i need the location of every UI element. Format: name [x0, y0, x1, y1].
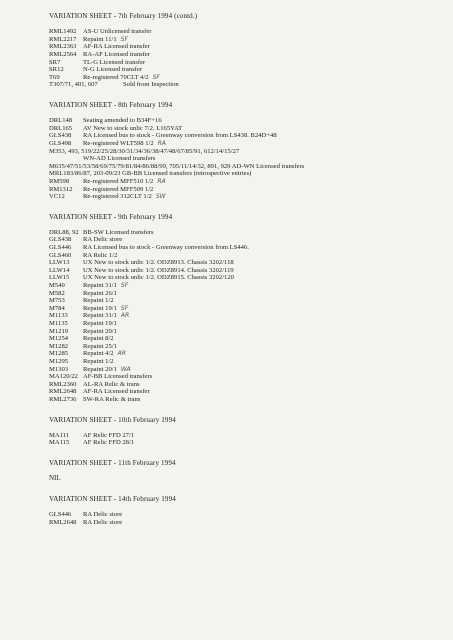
entry-desc: AF-RA Licensed transfer — [83, 43, 150, 51]
handwritten-note: SF — [152, 73, 160, 81]
entry-row — [49, 373, 443, 381]
entry-code: M1303 — [49, 365, 69, 373]
entry-desc: Re-registered MFF509 1/2 — [83, 185, 154, 193]
entry-code: GLS438 — [49, 132, 72, 140]
entry-desc: AF-RA Licensed transfer — [83, 388, 150, 396]
sheet-heading: VARIATION SHEET - 7th February 1994 (contd.) — [49, 12, 198, 20]
entry-row — [49, 320, 443, 328]
entry-desc: TL-G Licensed transfer — [83, 58, 146, 66]
entry-desc: AF-BB Licensed transfers — [83, 373, 153, 381]
entry-row — [49, 381, 443, 389]
entry-row — [49, 186, 443, 194]
variation-sheet-7-feb — [49, 12, 443, 89]
entry-desc — [83, 36, 128, 44]
entry-desc: MRL183/86/87, 203-09/23 GB-BB Licensed transfers (retrospective entries) — [49, 170, 252, 178]
entry-desc: UX New to stock unlic 1/2. ODZ8914. Chassis 3202/119 — [83, 266, 234, 274]
entry-row — [49, 51, 443, 59]
entry-code: RML2363 — [49, 43, 77, 51]
handwritten-note: SF — [120, 282, 129, 290]
entry-desc: RA-AF Licensed transfer — [83, 50, 151, 58]
entry-code: M1295 — [49, 357, 69, 365]
entry-row — [49, 439, 443, 447]
entry-row — [49, 511, 443, 519]
entry-code: MA120/22 — [49, 373, 78, 381]
entry-desc-text: Repaint 19/1 — [83, 304, 117, 312]
entry-desc: Repaint 8/2 — [83, 335, 114, 343]
entry-desc: AF Relic FFD 27/1 — [83, 431, 135, 439]
entry-code: M1219 — [49, 327, 69, 335]
entry-code: RM598 — [49, 177, 70, 185]
entry-desc: RA Licensed bus to stock - Greenway conversion from LS438. B24D+48 — [83, 132, 277, 140]
variation-sheet-11-feb — [49, 459, 443, 483]
entry-code: RML2564 — [49, 50, 77, 58]
entry-code: RML2648 — [49, 388, 77, 396]
entry-row — [49, 170, 443, 178]
entry-desc: AV New to stock unlic 7/2. L165YAT — [83, 124, 183, 132]
entry-desc: Repaint 26/1 — [83, 289, 117, 297]
entry-row — [49, 43, 443, 51]
entry-row — [49, 388, 443, 396]
entry-row — [49, 305, 443, 313]
entry-code: DRL148 — [49, 117, 73, 125]
entry-code: T69 — [49, 73, 60, 81]
entry-row — [49, 328, 443, 336]
entry-row — [49, 290, 443, 298]
entry-row — [49, 519, 443, 527]
entry-row — [49, 81, 443, 89]
entry-desc — [83, 74, 160, 82]
entry-code: M784 — [49, 304, 65, 312]
spacer — [49, 483, 443, 495]
sheet-heading: VARIATION SHEET - 14th February 1994 — [49, 494, 176, 503]
entry-code: MA111 — [49, 431, 70, 439]
sheet-heading: VARIATION SHEET - 11th February 1994 — [49, 458, 176, 467]
entry-desc-text: Repaint 31/1 — [83, 282, 117, 290]
entry-desc: RA Licensed bus to stock - Greenway conversion from LS446. — [83, 244, 249, 252]
entry-desc — [83, 312, 129, 320]
entry-code: GLS460 — [49, 251, 72, 259]
entry-code: LLW14 — [49, 266, 70, 274]
entry-row — [49, 312, 443, 320]
entry-code: SR7 — [49, 58, 61, 66]
entry-desc-text: Re-registered 70CLT 4/2 — [83, 73, 149, 81]
entry-row — [49, 125, 443, 133]
entry-desc: Repaint 19/1 — [83, 320, 117, 328]
entry-code: RML1492 — [49, 28, 77, 36]
entry-desc — [83, 366, 131, 374]
entry-row — [49, 343, 443, 351]
entry-code: GLS498 — [49, 139, 72, 147]
entry-row — [49, 358, 443, 366]
entry-row — [49, 229, 443, 237]
sheet-heading: VARIATION SHEET - 8th February 1994 — [49, 100, 173, 109]
entry-row — [49, 267, 443, 275]
entry-row — [49, 432, 443, 440]
entry-code: RML2217 — [49, 35, 77, 43]
entry-desc: UX New to stock unlic 1/2. ODZ8913. Chassis 3202/118 — [83, 259, 234, 267]
entry-row — [49, 282, 443, 290]
entry-row — [49, 252, 443, 260]
entry-row — [49, 297, 443, 305]
entry-desc-text: Repaint 11/1 — [83, 35, 117, 43]
entry-desc: N-G Licensed transfer — [83, 66, 142, 74]
sheet-heading: VARIATION SHEET - 9th February 1994 — [49, 212, 173, 221]
entry-row — [49, 259, 443, 267]
handwritten-note: SW — [155, 193, 166, 201]
entry-desc — [83, 305, 128, 313]
entry-row — [49, 28, 443, 36]
entry-desc: Repaint 25/1 — [83, 342, 117, 350]
entry-desc-text: Repaint 31/1 — [83, 312, 117, 320]
entry-code: M1254 — [49, 335, 69, 343]
entry-code: RML2648 — [49, 518, 77, 526]
entry-desc — [83, 282, 128, 290]
entry-row — [49, 117, 443, 125]
entry-code: RML2736 — [49, 395, 77, 403]
entry-row — [49, 475, 443, 483]
handwritten-note: AR — [120, 312, 130, 320]
entry-code: M540 — [49, 282, 65, 290]
entry-row — [49, 148, 443, 156]
entry-code: RML2360 — [49, 380, 77, 388]
handwritten-note: RA — [157, 177, 166, 185]
handwritten-note: SF — [120, 35, 128, 43]
entry-desc: AS-U Unlicensed transfer — [83, 28, 152, 36]
entry-code: M753 — [49, 297, 65, 305]
entry-row — [49, 163, 443, 171]
entry-row — [49, 132, 443, 140]
entry-desc: RA Delic store — [83, 518, 123, 526]
entry-row — [49, 274, 443, 282]
entry-desc-text: Re-registered MFF510 1/2 — [83, 177, 154, 185]
nil-entry: NIL — [49, 475, 61, 483]
entry-row — [49, 193, 443, 201]
entry-desc: M353, 493, 519/22/25/28/30/31/34/36/38/47/48/67/85/91, 612/14/15/27 — [49, 147, 240, 155]
entry-desc: RA Relic 1/2 — [83, 251, 118, 259]
entry-code: LLW15 — [49, 274, 70, 282]
handwritten-note: AR — [117, 350, 126, 358]
entry-code: MA115 — [49, 439, 70, 447]
entry-code: M582 — [49, 289, 65, 297]
entry-code: M1135 — [49, 320, 68, 328]
handwritten-note: SF — [120, 304, 129, 312]
entry-code: GLS438 — [49, 236, 72, 244]
variation-sheet-10-feb — [49, 416, 443, 447]
entry-desc — [83, 193, 166, 201]
entry-row — [49, 236, 443, 244]
entry-desc-text: Re-registered 312CLT 1/2 — [83, 193, 152, 201]
spacer — [49, 89, 443, 101]
entry-code: VC12 — [49, 193, 65, 201]
entry-row — [49, 140, 443, 148]
spacer — [49, 201, 443, 213]
entry-code: GLS446 — [49, 510, 72, 518]
entry-desc: Sold from Inspection — [123, 81, 179, 89]
entry-desc-text: Re-registered WLT598 1/2 — [83, 139, 154, 147]
entry-code: DRL88, 92 — [49, 228, 79, 236]
entry-desc: RA Delic store — [83, 510, 123, 518]
variation-sheet-9-feb — [49, 213, 443, 404]
entry-code: M1282 — [49, 342, 69, 350]
spacer — [49, 447, 443, 459]
entry-row — [49, 396, 443, 404]
entry-row — [49, 178, 443, 186]
entry-desc: SW-RA Relic & trans — [83, 395, 141, 403]
entry-code: T307/71, 401, 607 — [49, 81, 98, 89]
entry-desc: Seating amended to B34F+16 — [83, 117, 162, 125]
entry-row — [49, 74, 443, 82]
entry-code: SR12 — [49, 66, 64, 74]
variation-sheet-8-feb — [49, 101, 443, 201]
entry-desc — [83, 178, 166, 186]
handwritten-note: WA — [120, 365, 131, 373]
entry-desc: Repaint 20/1 — [83, 327, 117, 335]
entry-row — [49, 335, 443, 343]
entry-desc: WN-AD Licensed transfers — [83, 155, 156, 163]
entry-desc: BB-SW Licensed transfers — [83, 228, 154, 236]
spacer — [49, 404, 443, 416]
entry-desc — [83, 140, 166, 148]
entry-desc: RA Delic store — [83, 236, 123, 244]
entry-desc: AF Relic FFD 28/1 — [83, 439, 135, 447]
entry-row — [49, 366, 443, 374]
entry-row — [49, 59, 443, 67]
entry-code: LLW13 — [49, 259, 70, 267]
entry-desc: AL-RA Relic & trans — [83, 380, 140, 388]
entry-desc: Repaint 1/2 — [83, 357, 114, 365]
entry-code: DRL165 — [49, 124, 73, 132]
entry-desc — [83, 350, 126, 358]
entry-desc-text: Repaint 4/2 — [83, 350, 114, 358]
entry-code: M1285 — [49, 350, 69, 358]
sheet-heading: VARIATION SHEET - 10th February 1994 — [49, 415, 176, 424]
entry-desc: M635/47/51/53/58/69/75/79/81/84/86/88/99, 705/11/14/32, 891, 929 AD-WN Licensed transfers — [49, 162, 305, 170]
entry-desc: UX New to stock unlic 1/2. ODZ8915. Chassis 3202/120 — [83, 274, 234, 282]
entry-row — [49, 36, 443, 44]
handwritten-note: RA — [157, 139, 166, 147]
variation-sheet-14-feb — [49, 495, 443, 526]
entry-code: GLS446 — [49, 244, 72, 252]
entry-row — [49, 155, 443, 163]
entry-row — [49, 66, 443, 74]
entry-code: RM1312 — [49, 185, 73, 193]
entry-desc: Repaint 1/2 — [83, 297, 114, 305]
entry-row — [49, 350, 443, 358]
entry-desc-text: Repaint 20/1 — [83, 365, 117, 373]
entry-row — [49, 244, 443, 252]
entry-code: M1133 — [49, 312, 68, 320]
